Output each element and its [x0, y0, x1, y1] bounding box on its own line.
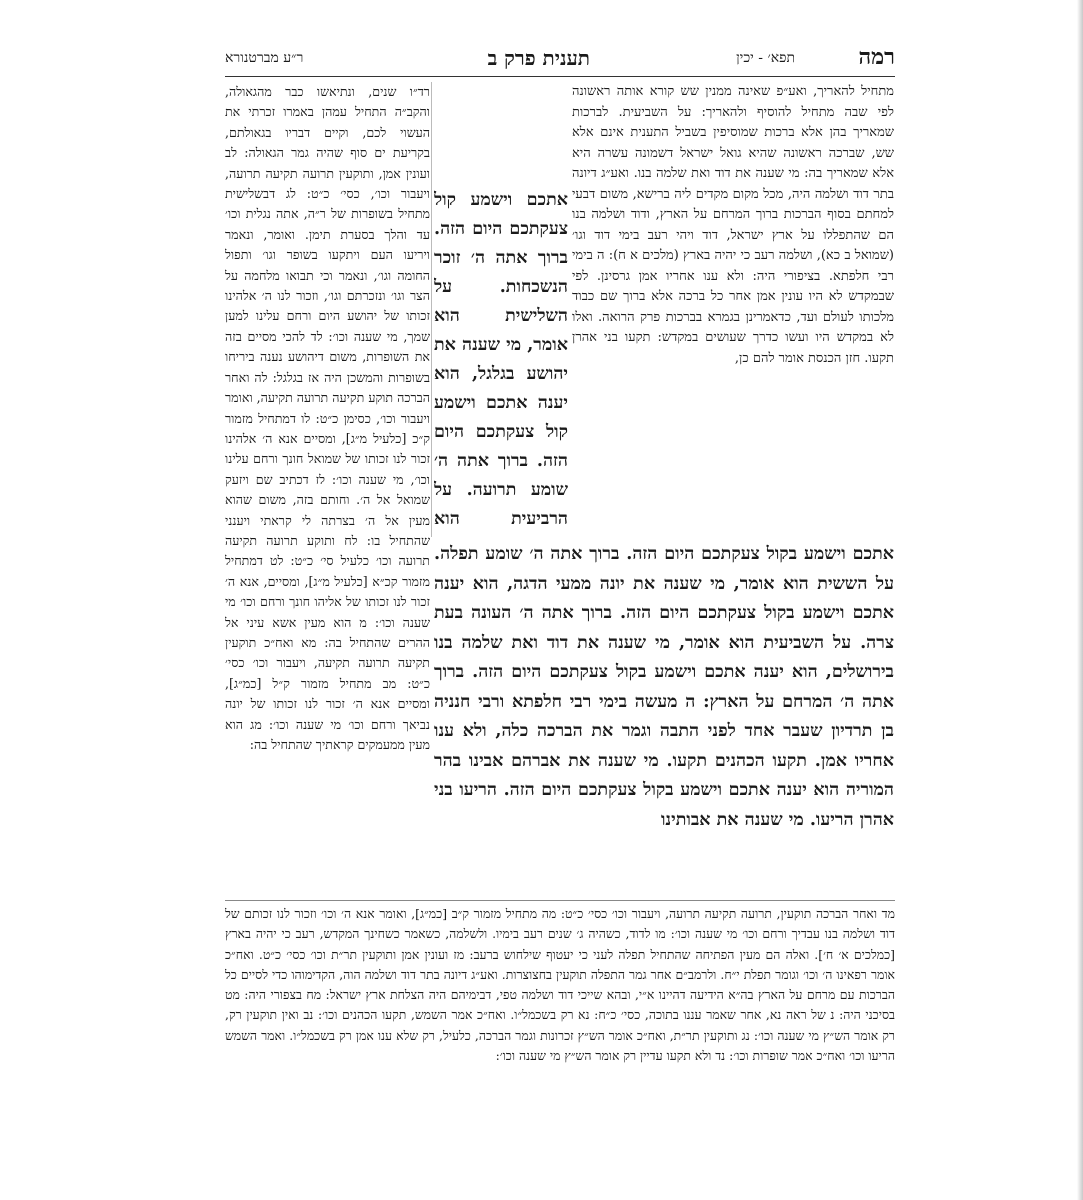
mishnah-main-wide: אתכם וישמע בקול צעקתכם היום הזה. ברוך אתה ה׳ שומע תפלה. על הששית הוא אומר, מי שענה את יונה ממעי הדגה, הוא יענה אתכם וישמע בקול צעקתכם היום הזה. ברוך אתה ה׳ העונה בעת צרה. על השביעית הוא אומר, מי שענה את דוד ואת שלמה בנו בירושלים, הוא יענה אתכם וישמע בקול צעקתכם היום הזה. ברוך אתה ה׳ המרחם על הארץ: ה מעשה בימי רבי חלפתא ורבי חנניה בן תרדיון שעבר אחד לפני התבה וגמר את הברכה כלה, ולא ענו אחריו אמן. תקעו הכהנים תקעו. מי שענה את אברהם אבינו בהר המוריה הוא יענה אתכם וישמע בקול צעקתכם היום הזה. הריעו בני אהרן הריעו. מי שענה את אבותינו — [434, 544, 894, 830]
header-rule — [225, 76, 895, 77]
column-divider — [431, 82, 432, 537]
bottom-notes: מד ואחר הברכה תוקעין, תרועה תקיעה תרועה, ויעבור וכו׳ כסי׳ כ״ט: מה מתחיל מזמור ק״ב [כמ״ג], ואומר אנא ה׳ וכו׳ וזכור לנו זכותם של דוד ושלמה בנו עבדיך ורחם וכו׳ מי שענה וכו׳: מו לדוד, כשהיה ג׳ שנים רעב בימיו. ולשלמה, כשאמר כשחינך המקדש, רעב כי יהיה בארץ [כמלכים א׳ ח׳]. ואלה הם מעין הפתיחה שהתחיל תפלה לעני כי יעטוף שילחוש ברעב: מז ועונין אמן ותוקעין תר״ת וכו׳ כסי׳ כ״ט. ואח״כ אומר רפאינו ה׳ וכו׳ וגומר תפלת י״ח. ולרמב״ם אחר גמר התפלה תוקעין בחצוצרות. ואע״ג דיונה בתר דוד ושלמה הוה, הקדימוהו כדי לסיים כל הברכות עם מרחם על הארץ בה״א הידיעה דהיינו א״י, ובהא שייכי דוד ושלמה טפי, דבימיהם היה הצלחת ארץ ישראל: מח בצפורי היה: מט בסיכני היה: נ של ראה נא, אחר שאמר עננו בתוכה, כסי׳ כ״ח: נא רק בשכמל״ו. ואח״כ אמר השמש, תקעו הכהנים וכו׳: נב ואין תוקעין רק, רק אומר הש״ץ מי שענה וכו׳: נג ותוקעין תר״ת, ואח״כ אומר הש״ץ זכרונות וגמר הברכה, כלעיל, רק שלא ענו אמן רק בשכמל״ו. ואמר השמש הריעו וכו׳ ואח״כ אמר שופרות וכו׳: נד ולא תקעו עדיין רק אומר הש״ץ מי שענה וכו׳: — [225, 906, 895, 1064]
commentary-range-label: תפא׳ - יכין — [736, 50, 795, 66]
side-commentary: רד״ו שנים, ונתיאשו כבר מהגאולה, והקב״ה התחיל עמהן באמרו זכרתי את העשוי לכם, וקיים דבריו בגאולתם, בקריעת ים סוף שהיה גמר הגאולה: לב ועונין אמן, ותוקעין תרועה תקיעה תרועה, ויעבור וכו׳, כסי׳ כ״ט: לג דבשלישית מתחיל בשופרות של ר״ה, אתה נגלית וכו׳ עד והלך בסערת תימן. ואומר, ונאמר ויריעו העם ויתקעו בשופר וגו׳ ותפול החומה וגו׳, ונאמר וכי תבואו מלחמה על הצר וגו׳ ונזכרתם וגו׳, וזכור לנו ה׳ אלהינו זכותו של יהושע היום ורחם עלינו למען שמך, מי שענה וכו׳: לד להכי מסיים בזה את השופרות, משום דיהושע נענה ביריחו בשופרות והמשכן היה אז בגלגל: לה ואחר הברכה תוקע תקיעה תרועה תקיעה, ואומר ויעבור וכו׳, כסימן כ״ט: לו דמתחיל מזמור ק״כ [כלעיל מ״ג], ומסיים אנא ה׳ אלהינו זכור לנו זכותו של שמואל חונך ורחם עלינו וכו׳, מי שענה וכו׳: לז דכתיב שם ויזעק שמואל אל ה׳. וחותם בזה, משום שהוא מעין אל ה׳ בצרתה לי קראתי ויענני שהתחיל בו: לח ותוקע תרועה תקיעה תרועה וכו׳ כלעיל סי׳ כ״ט: לט דמתחיל מזמור קכ״א [כלעיל מ״ג], ומסיים, אנא ה׳ זכור לנו זכותו של אליהו חונך ורחם וכו׳ מי שענה וכו׳: מ הוא מעין אשא עיני אל ההרים שהתחיל בה: מא ואח״כ תוקעין תקיעה תרועה תקיעה, ויעבור וכו׳ כסי׳ כ״ט: מב מתחיל מזמור ק״ל [כמ״ג], ומסיים אנא ה׳ זכור לנו זכותו של יונה נביאך ורחם וכו׳ מי שענה וכו׳: מג הוא מעין ממעמקים קראתיך שהתחיל בה: — [225, 84, 430, 752]
page-header — [225, 44, 895, 74]
scan-edge — [1077, 0, 1083, 1200]
notes-divider — [225, 900, 895, 901]
bartenura-commentary: מתחיל להאריך, ואע״פ שאינה ממנין שש קורא אותה ראשונה לפי שבה מתחיל להוסיף ולהאריך: על השביעית. לברכות שמאריך בהן אלא ברכות שמוסיפין בשביל התענית אינם אלא שש, שברכה ראשונה שהיא גואל ישראל דשמונה עשרה היא אלא שמאריך בה: מי שענה את דוד ואת שלמה בנו. ואע״ג דיונה בתר דוד ושלמה היה, מכל מקום מקדים ליה ברישא, משום דבעי למחתם בסוף הברכות ברוך המרחם על הארץ, ודוד ושלמה בנו הם שהתפללו על ארץ ישראל, דוד ויהי רעב בימי דוד וגו׳ (שמואל ב כא), ושלמה רעב כי יהיה בארץ (מלכים א ח): ה בימי רבי חלפתא. בציפורי היה: ולא ענו אחריו אמן גרסינן. לפי שבמקדש לא היו עונין אמן אחר כל ברכה אלא ברוך שם כבוד מלכותו לעולם ועד, כדאמרינן בגמרא בברכות פרק הרואה. ואלו לא במקדש היו ועשו כדרך שעושים במקדש: תקעו בני אהרן תקעו. חזן הכנסת אומר להם כן, — [572, 84, 894, 366]
bartenura-title: ר״ע מברטנורא — [225, 50, 304, 66]
tractate-chapter-title: תענית פרק ב — [487, 46, 590, 70]
page-number-label: רמה — [858, 44, 895, 70]
mishnah-main-column: אתכם וישמע קול צעקתכם היום הזה. ברוך אתה ה׳ זוכר הנשכחות. על השלישית הוא אומר, מי שענה את יהושע בגלגל, הוא יענה אתכם וישמע קול צעקתכם היום הזה. ברוך אתה ה׳ שומע תרועה. על הרביעית הוא — [434, 190, 568, 529]
